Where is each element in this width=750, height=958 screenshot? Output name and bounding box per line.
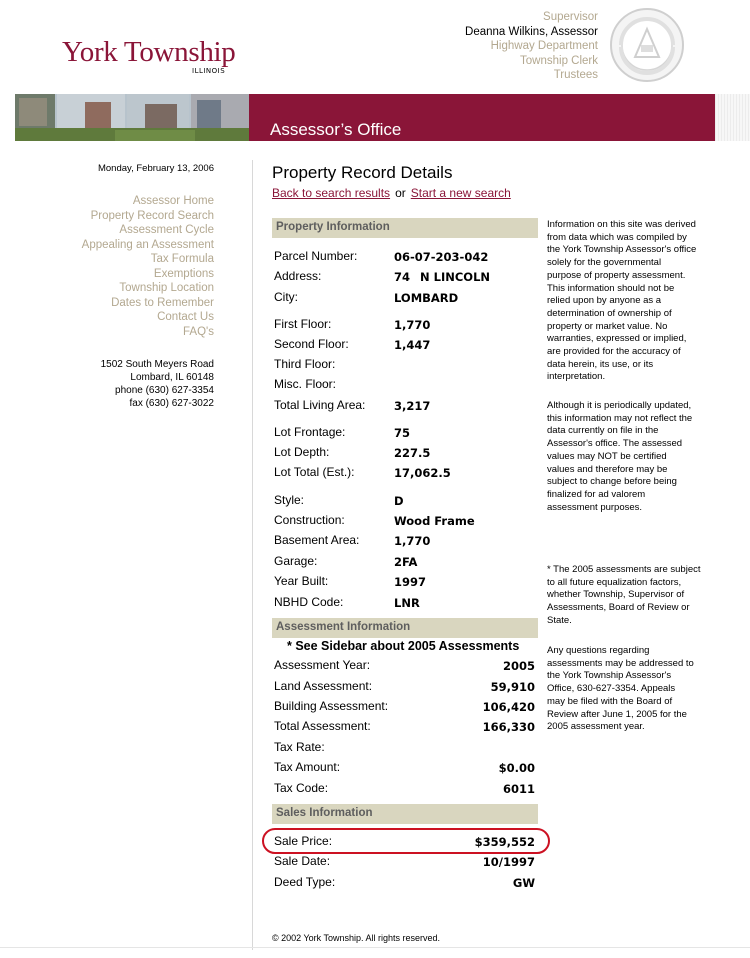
sidebar-item-tax-formula[interactable]: Tax Formula xyxy=(150,253,214,265)
tax-rate-label: Tax Rate: xyxy=(274,740,325,754)
new-search-link[interactable]: Start a new search xyxy=(410,186,511,200)
questions-note xyxy=(547,645,712,734)
address-street: 1502 South Meyers Road xyxy=(100,359,214,370)
disclaimer-line: data currently on file in the xyxy=(547,425,659,437)
total-assessment-value: 166,330 xyxy=(482,720,535,734)
garage-label: Garage: xyxy=(274,554,318,568)
land-assessment-value: 59,910 xyxy=(490,680,535,694)
sidebar-item-exemptions[interactable]: Exemptions xyxy=(153,267,214,280)
disclaimer-line: property or market value. No xyxy=(547,320,668,332)
disclaimer-line: Any questions regarding xyxy=(547,645,650,656)
construction-label: Construction: xyxy=(274,513,345,527)
disclaimer-line: Information on this site was derived xyxy=(547,219,696,230)
land-assessment-label: Land Assessment: xyxy=(274,679,373,693)
disclaimer-line: solely for the governmental xyxy=(547,257,662,269)
disclaimer-paragraph-1 xyxy=(547,219,712,384)
disclaimer-line: purpose of property assessment. xyxy=(547,269,686,281)
sidebar-item-appealing[interactable]: Appealing an Assessment xyxy=(81,238,214,251)
first-floor-value: 1,770 xyxy=(394,318,431,332)
breadcrumb-or: or xyxy=(395,186,406,200)
disclaimer-line: Office, 630-627-3354. Appeals xyxy=(547,683,676,695)
disclaimer-line: the York Township Assessor's xyxy=(547,670,672,682)
sidebar-item-contact[interactable]: Contact Us xyxy=(157,311,214,323)
sidebar-nav xyxy=(82,194,214,339)
disclaimer-line: may be filed with the Board of xyxy=(547,695,673,707)
living-area-label: Total Living Area: xyxy=(274,398,366,412)
top-nav-highway[interactable]: Highway Department xyxy=(490,40,598,52)
sale-date-value: 10/1997 xyxy=(482,855,535,869)
basement-label: Basement Area: xyxy=(274,533,360,547)
construction-value: Wood Frame xyxy=(394,514,475,528)
property-info-header: Property Information xyxy=(272,218,538,238)
breadcrumb xyxy=(272,186,511,200)
sales-info-header: Sales Information xyxy=(272,804,538,824)
garage-value: 2FA xyxy=(394,555,418,569)
back-to-results-link[interactable]: Back to search results xyxy=(272,186,391,200)
footer-divider xyxy=(0,947,750,948)
disclaimer-line: data herein, its use, or its xyxy=(547,358,654,370)
top-nav-clerk[interactable]: Township Clerk xyxy=(520,54,598,67)
disclaimer-line: are provided for the accuracy of xyxy=(547,346,681,358)
city-value: LOMBARD xyxy=(394,291,459,305)
top-nav xyxy=(465,10,598,83)
top-nav-supervisor[interactable]: Supervisor xyxy=(543,11,598,23)
disclaimer-line: determination of ownership of xyxy=(547,307,672,319)
misc-floor-label: Misc. Floor: xyxy=(274,377,337,391)
assessment-info-header: Assessment Information xyxy=(272,618,538,638)
disclaimer-line: finalized for ad valorem xyxy=(547,488,646,500)
address-label: Address: xyxy=(274,269,322,283)
assessment-year-value: 2005 xyxy=(502,659,535,673)
disclaimer-line: to all future equalization factors, xyxy=(547,576,682,588)
lot-frontage-value: 75 xyxy=(394,426,411,440)
second-floor-label: Second Floor: xyxy=(274,337,349,351)
building-assessment-label: Building Assessment: xyxy=(274,699,389,713)
sidebar-item-assessment-cycle[interactable]: Assessment Cycle xyxy=(119,224,214,236)
disclaimer-line: Assessments, Board of Review or xyxy=(547,602,690,614)
second-floor-value: 1,447 xyxy=(394,338,431,352)
parcel-value: 06-07-203-042 xyxy=(394,250,489,264)
assessment-note: * See Sidebar about 2005 Assessments xyxy=(287,639,520,653)
first-floor-label: First Floor: xyxy=(274,317,332,331)
basement-value: 1,770 xyxy=(394,534,431,548)
sidebar-item-dates[interactable]: Dates to Remember xyxy=(111,296,214,309)
address-number: 74 xyxy=(394,270,411,284)
building-assessment-value: 106,420 xyxy=(482,700,535,714)
disclaimer-line: assessment purposes. xyxy=(547,501,643,513)
assessment-2005-note xyxy=(547,564,712,628)
disclaimer-line: State. xyxy=(547,614,572,626)
disclaimer-line: whether Township, Supervisor of xyxy=(547,589,685,601)
sidebar-item-faq[interactable]: FAQ's xyxy=(183,325,214,338)
address-street-value: N LINCOLN xyxy=(420,270,491,284)
sidebar-item-assessor-home[interactable]: Assessor Home xyxy=(132,195,214,207)
tax-code-label: Tax Code: xyxy=(274,781,329,795)
disclaimer-line: from data which was compiled by xyxy=(547,231,687,243)
living-area-value: 3,217 xyxy=(394,399,431,413)
nbhd-label: NBHD Code: xyxy=(274,595,344,609)
tax-amount-value: $0.00 xyxy=(498,761,535,775)
address-phone: phone (630) 627-3354 xyxy=(115,385,214,396)
office-address xyxy=(101,358,214,410)
disclaimer-line: this information may not reflect the xyxy=(547,412,693,424)
lot-total-label: Lot Total (Est.): xyxy=(274,465,355,479)
sidebar-item-township-location[interactable]: Township Location xyxy=(119,282,214,294)
deed-type-value: GW xyxy=(512,876,535,890)
disclaimer-line: This information should not be xyxy=(547,282,675,294)
sale-date-label: Sale Date: xyxy=(274,854,331,868)
disclaimer-line: assessments may be addressed to xyxy=(547,657,694,669)
third-floor-label: Third Floor: xyxy=(274,357,336,371)
assessment-year-label: Assessment Year: xyxy=(274,658,371,672)
banner-pattern xyxy=(715,94,750,141)
banner xyxy=(249,94,715,141)
top-nav-assessor[interactable]: Deanna Wilkins, Assessor xyxy=(465,25,598,38)
lot-depth-value: 227.5 xyxy=(394,446,431,460)
disclaimer-line: * The 2005 assessments are subject xyxy=(547,564,701,575)
year-built-label: Year Built: xyxy=(274,574,329,588)
disclaimer-line: warranties, expressed or implied, xyxy=(547,333,687,345)
disclaimer-paragraph-2 xyxy=(547,400,712,514)
logo-title[interactable]: York Township xyxy=(62,36,236,68)
parcel-label: Parcel Number: xyxy=(274,249,358,263)
lot-total-value: 17,062.5 xyxy=(394,466,451,480)
address-fax: fax (630) 627-3022 xyxy=(129,398,214,409)
address-city: Lombard, IL 60148 xyxy=(130,372,214,383)
disclaimer-line: the York Township Assessor's office xyxy=(547,244,697,256)
disclaimer-line: relied upon by anyone as a xyxy=(547,295,662,307)
sale-price-value: $359,552 xyxy=(474,835,535,849)
deed-type-label: Deed Type: xyxy=(274,875,336,889)
disclaimer-line: Review after June 1, 2005 for the xyxy=(547,708,687,720)
banner-photos xyxy=(15,94,249,141)
copyright-footer: © 2002 York Township. All rights reserved. xyxy=(272,933,441,943)
city-label: City: xyxy=(274,290,298,304)
lot-frontage-label: Lot Frontage: xyxy=(274,425,346,439)
disclaimer-line: values may NOT be certified xyxy=(547,450,667,462)
sidebar-item-property-record-search[interactable]: Property Record Search xyxy=(90,209,214,222)
disclaimer-line: Assessor's office. The assessed xyxy=(547,438,683,450)
style-value: D xyxy=(394,494,404,508)
lot-depth-label: Lot Depth: xyxy=(274,445,330,459)
page-title: Property Record Details xyxy=(272,163,453,182)
tax-amount-label: Tax Amount: xyxy=(274,760,341,774)
disclaimer-line: Although it is periodically updated, xyxy=(547,400,692,411)
current-date: Monday, February 13, 2006 xyxy=(97,163,214,174)
tax-code-value: 6011 xyxy=(502,782,535,796)
column-divider xyxy=(252,160,253,950)
nbhd-value: LNR xyxy=(394,596,420,610)
disclaimer-line: interpretation. xyxy=(547,371,606,383)
sale-price-label: Sale Price: xyxy=(274,834,333,848)
total-assessment-label: Total Assessment: xyxy=(274,719,371,733)
disclaimer-line: subject to change before being xyxy=(547,476,677,488)
logo-subtitle: ILLINOIS xyxy=(192,67,226,75)
disclaimer-line: values and therefore may be xyxy=(547,463,668,475)
style-label: Style: xyxy=(274,493,305,507)
banner-title: Assessor’s Office xyxy=(270,120,402,139)
year-built-value: 1997 xyxy=(394,575,427,589)
disclaimer-line: 2005 assessment year. xyxy=(547,721,645,733)
assessor-seal-icon xyxy=(609,7,685,83)
top-nav-trustees[interactable]: Trustees xyxy=(553,69,598,81)
